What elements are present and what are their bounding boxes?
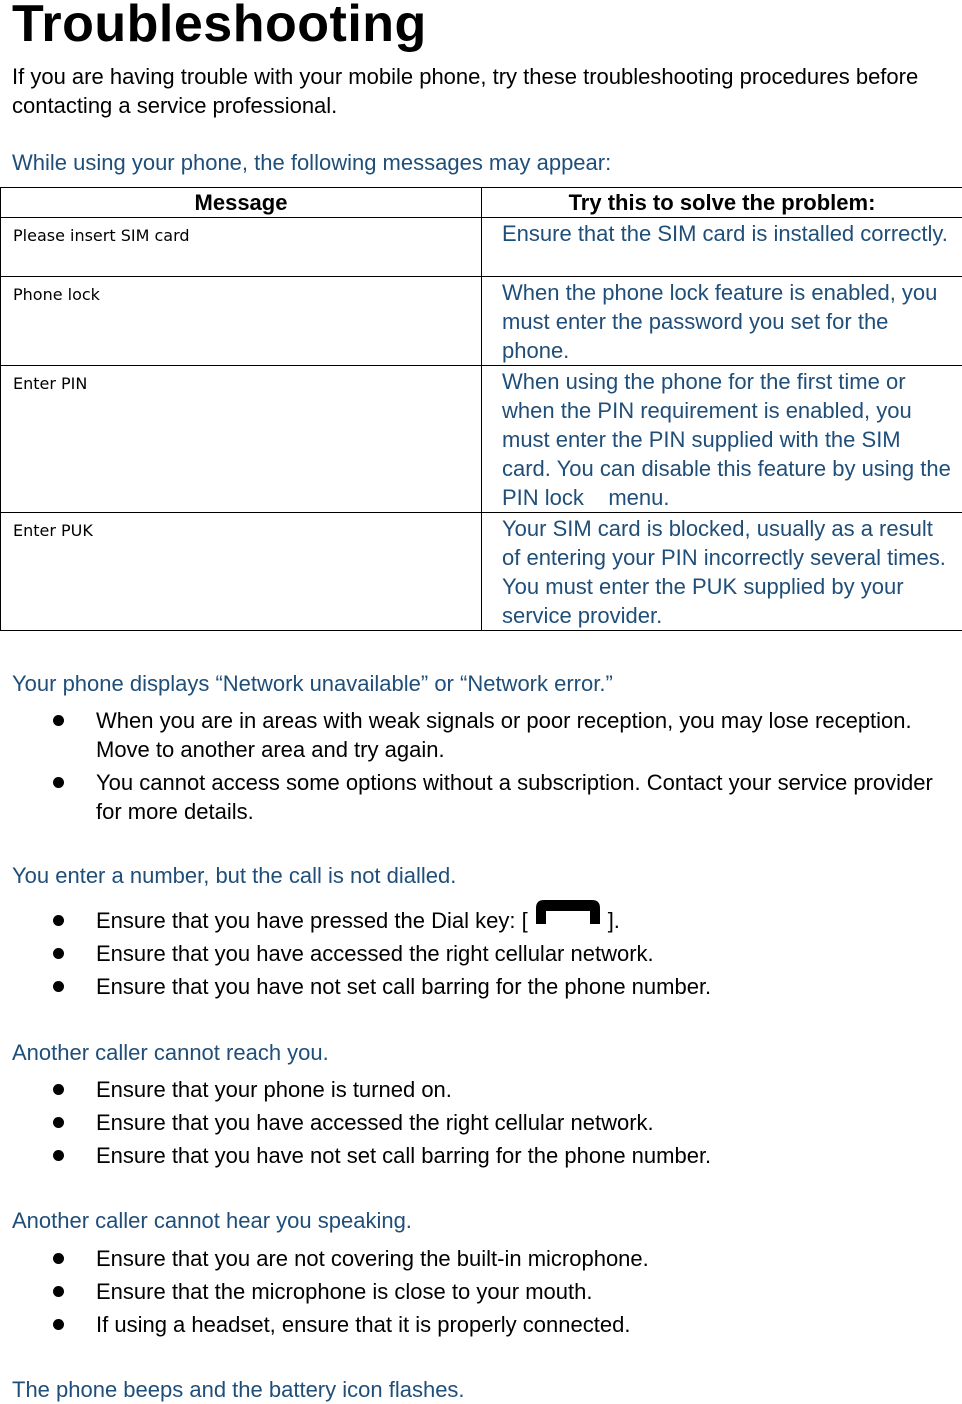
solution-cell: Your SIM card is blocked, usually as a result of entering your PIN incorrectly several times. You must enter the PUK supplied by your service provider. — [482, 513, 962, 631]
bullet-icon — [53, 715, 64, 726]
dial-key-icon — [530, 894, 606, 932]
list-item: You cannot access some options without a subscription. Contact your service provider for more details. — [0, 768, 962, 826]
table-row — [1, 513, 962, 631]
bullet-icon — [53, 981, 64, 992]
message-cell: Enter PIN — [1, 366, 482, 513]
list-item: Ensure that your phone is turned on. — [0, 1075, 962, 1104]
list-item: Ensure that you have pressed the Dial key: [ ]. — [0, 906, 962, 935]
messages-intro: While using your phone, the following messages may appear: — [12, 150, 612, 175]
column-header-message: Message — [1, 188, 482, 218]
table-row — [1, 277, 962, 366]
messages-table — [0, 187, 962, 631]
bullet-icon — [53, 915, 64, 926]
list-item: Ensure that you have accessed the right cellular network. — [0, 939, 962, 968]
caller-cannot-reach-heading: Another caller cannot reach you. — [12, 1040, 329, 1065]
table-header-row — [1, 188, 962, 218]
list-item: Ensure that you are not covering the built-in microphone. — [0, 1244, 962, 1273]
bullet-icon — [53, 948, 64, 959]
intro-paragraph: If you are having trouble with your mobile phone, try these troubleshooting procedures before contacting a service professional. — [12, 64, 919, 118]
column-header-solution: Try this to solve the problem: — [482, 188, 962, 218]
caller-cannot-hear-heading: Another caller cannot hear you speaking. — [12, 1208, 412, 1233]
bullet-icon — [53, 1253, 64, 1264]
list-item: When you are in areas with weak signals or poor reception, you may lose reception. Move to another area and try again. — [0, 706, 962, 764]
table-row — [1, 366, 962, 513]
battery-beeps-heading: The phone beeps and the battery icon flashes. — [12, 1377, 465, 1402]
caller-cannot-hear-list — [0, 1244, 962, 1343]
bullet-icon — [53, 1084, 64, 1095]
page-title: Troubleshooting — [12, 0, 427, 53]
bullet-icon — [53, 1117, 64, 1128]
table-row — [1, 218, 962, 277]
message-cell: Enter PUK — [1, 513, 482, 631]
list-item: Ensure that you have accessed the right cellular network. — [0, 1108, 962, 1137]
caller-cannot-reach-list — [0, 1075, 962, 1174]
message-cell: Please insert SIM card — [1, 218, 482, 277]
bullet-icon — [53, 1150, 64, 1161]
list-item: If using a headset, ensure that it is properly connected. — [0, 1310, 962, 1339]
call-not-dialled-heading: You enter a number, but the call is not dialled. — [12, 863, 457, 888]
bullet-icon — [53, 777, 64, 788]
network-error-heading: Your phone displays “Network unavailable” or “Network error.” — [12, 671, 613, 696]
bullet-icon — [53, 1286, 64, 1297]
list-item: Ensure that you have not set call barring for the phone number. — [0, 1141, 962, 1170]
call-not-dialled-list — [0, 906, 962, 1005]
network-error-list — [0, 706, 962, 830]
bullet-icon — [53, 1319, 64, 1330]
solution-cell: When the phone lock feature is enabled, you must enter the password you set for the phone. — [482, 277, 962, 366]
list-item: Ensure that you have not set call barring for the phone number. — [0, 972, 962, 1001]
list-item: Ensure that the microphone is close to your mouth. — [0, 1277, 962, 1306]
message-cell: Phone lock — [1, 277, 482, 366]
solution-cell: When using the phone for the first time or when the PIN requirement is enabled, you must enter the PIN supplied with the SIM card. You can disable this feature by using the PIN lock menu. — [482, 366, 962, 513]
solution-cell: Ensure that the SIM card is installed correctly. — [482, 218, 962, 277]
